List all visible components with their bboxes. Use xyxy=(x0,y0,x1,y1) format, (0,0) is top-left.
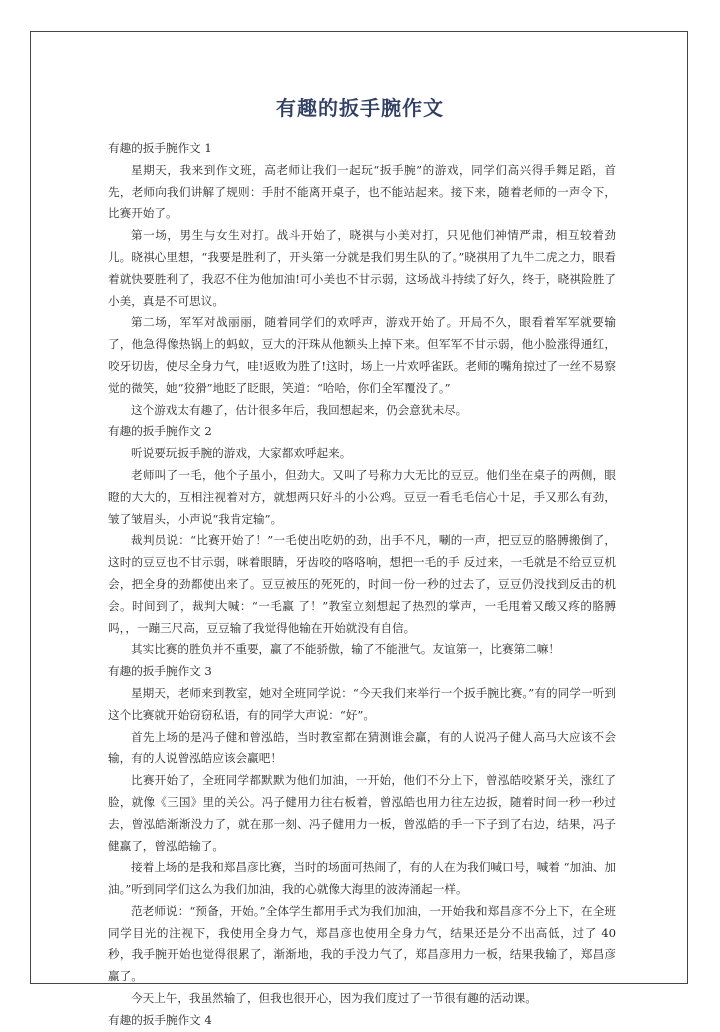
paragraph: 听说要玩扳手腕的游戏，大家都欢呼起来。 xyxy=(131,446,352,461)
paragraph: 星期天，老师来到教室，她对全班同学说：“今天我们来举行一个扳手腕比赛。”有的同学一听到这个比赛就开始窃窃私语，有的同学大声说：“好”。 xyxy=(108,685,616,722)
paragraph: 第二场，军军对战丽丽，随着同学们的欢呼声，游戏开始了。开局不久，眼看着军军就要输了，他急得像热锅上的蚂蚁，豆大的汗珠从他额头上掉下来。但军军不甘示弱，他小脸涨得通红，咬牙切齿，使尽全身力气，哇!返败为胜了!这时，场上一片欢呼雀跃。老师的嘴角掠过了一丝不易察觉的微笑，她“狡猾”地眨了眨眼，笑道：“哈哈，你们全军覆没了。” xyxy=(108,315,616,395)
paragraph: 其实比赛的胜负并不重要，赢了不能骄傲，输了不能泄气。友谊第一，比赛第二嘛！ xyxy=(131,642,560,657)
paragraph: 接着上场的是我和郑昌彦比赛，当时的场面可热闹了，有的人在为我们喊口号，喊着 “加油、加油。”听到同学们这么为我们加油，我的心就像大海里的波涛涌起一样。 xyxy=(108,860,616,897)
paragraph: 裁判员说：“比赛开始了！”一毛使出吃奶的劲，出手不凡，唰的一声，把豆豆的胳膊搬倒了，这时的豆豆也不甘示弱，咪着眼睛，牙齿咬的咯咯响，想把一毛的手 反过来，一毛就是不给豆豆机会，把全身的劲都使出来了。豆豆被压的死死的，时间一份一秒的过去了，豆豆仍没找到反击的机会。时间到了，裁判大喊：“一毛赢 了！”教室立刻想起了热烈的掌声，一毛甩着又酸又疼的胳膊吗，，一蹦三尺高，豆豆输了我觉得他输在开始就没有自信。 xyxy=(108,533,616,635)
essay-section-3 xyxy=(108,661,616,1010)
paragraph: 首先上场的是冯子健和曾泓皓，当时教室都在猜测谁会赢，有的人说冯子健人高马大应该不会输，有的人说曾泓皓应该会赢吧！ xyxy=(108,729,616,766)
paragraph: 星期天，我来到作文班，高老师让我们一起玩“扳手腕”的游戏，同学们高兴得手舞足蹈，首先，老师向我们讲解了规则：手肘不能离开桌子，也不能站起来。接下来，随着老师的一声令下，比赛开始了。 xyxy=(108,162,616,221)
section-heading: 有趣的扳手腕作文 1 xyxy=(108,141,212,155)
document-body xyxy=(108,138,616,1032)
paragraph: 第一场，男生与女生对打。战斗开始了，晓祺与小美对打，只见他们神情严肃，相互较着劲儿。晓祺心里想，“我要是胜利了，开头第一分就是我们男生队的了。”晓祺用了九牛二虎之力，眼看着就快要胜利了，我忍不住为他加油!可小美也不甘示弱，这场战斗持续了好久，终于，晓祺险胜了小美，真是不可思议。 xyxy=(108,228,616,308)
paragraph: 范老师说：“预备，开始。”全体学生都用手式为我们加油，一开始我和郑昌彦不分上下，在全班同学目光的注视下，我使用全身力气，郑昌彦也使用全身力气，结果还是分不出高低，过了 40 秒，我手腕开始也觉得很累了，渐渐地，我的手没力气了，郑昌彦用力一板，结果我输了，郑昌彦赢了。 xyxy=(108,903,616,984)
essay-section-1 xyxy=(108,138,616,421)
document-title: 有趣的扳手腕作文 xyxy=(276,96,444,120)
essay-section-2 xyxy=(108,421,616,661)
section-heading: 有趣的扳手腕作文 4 xyxy=(108,1012,212,1027)
paragraph: 比赛开始了，全班同学都默默为他们加油，一开始，他们不分上下，曾泓皓咬紧牙关，涨红了脸，就像《三国》里的关公。冯子健用力往右板着，曾泓皓也用力往左边扳，随着时间一秒一秒过去，曾泓皓渐渐没力了，就在那一刻、冯子健用力一板，曾泓皓的手一下子到了右边，结果，冯子健赢了，曾泓皓输了。 xyxy=(108,773,616,853)
section-heading: 有趣的扳手腕作文 3 xyxy=(108,664,212,679)
essay-section-4 xyxy=(108,1010,616,1032)
section-heading: 有趣的扳手腕作文 2 xyxy=(108,424,212,439)
paragraph: 今天上午，我虽然输了，但我也很开心，因为我们度过了一节很有趣的活动课。 xyxy=(131,991,537,1006)
paragraph: 这个游戏太有趣了，估计很多年后，我回想起来，仍会意犹未尽。 xyxy=(131,402,468,417)
paragraph: 老师叫了一毛，他个子虽小，但劲大。又叫了号称力大无比的豆豆。他们坐在桌子的两侧，眼瞪的大大的，互相注视着对方，就想两只好斗的小公鸡。豆豆一看毛毛信心十足，手又那么有劲，皱了皱眉头，小声说“我肯定输”。 xyxy=(108,467,616,526)
